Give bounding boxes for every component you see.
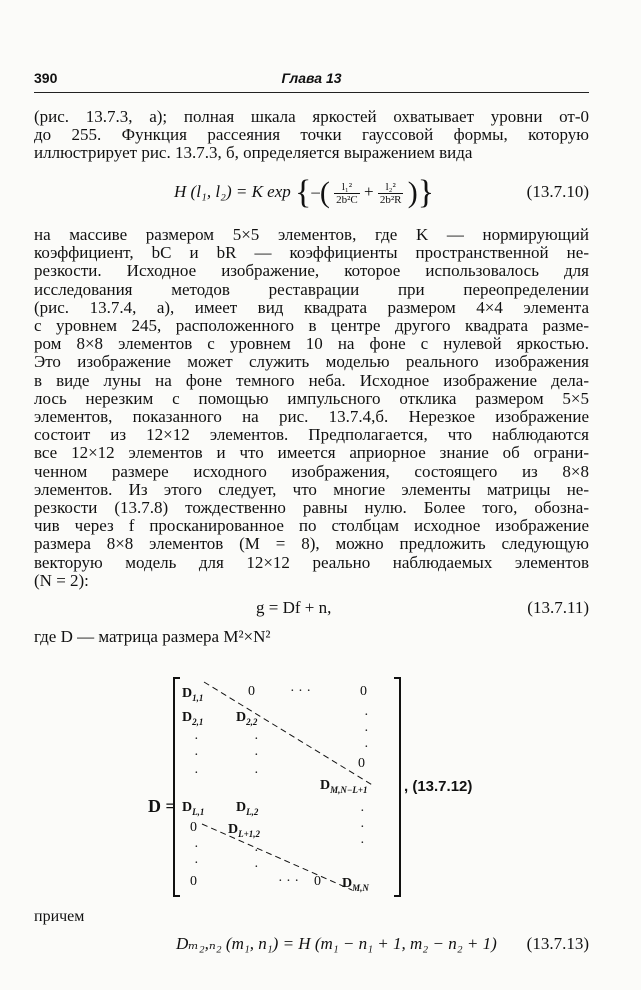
equation-body: H (l₁, l₂) = K exp {–( $\frac{\text{l₁²}}{\text{2b²C}}$ + $\frac{\text{l₂²}}{\text{2b²R}}$ )} <box>174 174 435 211</box>
text-line: ром 8×8 элементов с уровнем 10 на фоне с нулевой яркостью. <box>34 334 589 354</box>
paragraph-2 <box>34 226 589 590</box>
text-line: (рис. 13.7.3, а); полная шкала яркостей охватывает уровни от-0 <box>34 107 589 126</box>
text-line: лось нерезким с помощью импульсного отклика размером 5×5 <box>34 388 589 408</box>
right-brace: } <box>417 174 435 211</box>
vertical-dots: · · <box>254 844 259 875</box>
equation-13-7-10 <box>34 172 589 216</box>
cell-dots: · · · <box>278 874 299 889</box>
equation-number: (13.7.11) <box>527 598 589 617</box>
text-line: размера 8×8 элементов (M = 8), можно предложить следующую <box>34 534 589 554</box>
equation-body: g = Df + n, <box>256 598 332 617</box>
equation-number: , (13.7.12) <box>404 778 473 795</box>
cell-zero: 0 <box>190 874 197 889</box>
paragraph-1 <box>34 108 589 163</box>
cell-zero: 0 <box>314 874 321 889</box>
text-line: векторую модель для 12×12 реально наблюдаемых элементов <box>34 552 589 572</box>
text-line: с уровнем 245, расположенного в центре другого квадрата разме- <box>34 316 589 336</box>
chapter-title: Глава 13 <box>281 70 342 86</box>
cell-DL1: $D_{L,1}$ <box>182 800 205 817</box>
matrix-label: D = <box>148 796 176 816</box>
page-number: 390 <box>34 70 58 86</box>
text-line: все 12×12 элементов и что имеется априорное знание об ограни- <box>34 443 589 463</box>
text-line: резкости. Исходное изображение, которое использовалось для <box>34 261 589 281</box>
cell-DMN: $D_{M,N}$ <box>342 876 369 893</box>
paragraph-3 <box>34 628 589 646</box>
cell-D11: $D_{1,1}$ <box>182 686 204 703</box>
text-line: чив через f просканированное по столбцам исходное изображение <box>34 516 589 536</box>
text-line: элементов, показанного на рис. 13.7.4,б. Нерезкое изображение <box>34 407 589 427</box>
vertical-dots: · · · <box>360 804 365 851</box>
left-paren: ( <box>319 176 330 209</box>
fraction: $\frac{\text{l₂²}}{\text{2b²R}}$ <box>379 180 402 206</box>
text-line: элементов. Из этого следует, что многие элементы матрицы не- <box>34 479 589 499</box>
cell-D22: $D_{2,2}$ <box>236 710 258 727</box>
cell-D21: $D_{2,1}$ <box>182 710 204 727</box>
cell-DL12: $D_{L+1,2}$ <box>228 822 261 839</box>
cell-DMN-L1: $D_{M,N-L+1}$ <box>320 778 368 795</box>
vertical-dots: · <box>194 766 199 781</box>
block-matrix <box>172 674 402 900</box>
vertical-dots: · · <box>194 840 199 871</box>
cell-zero: 0 <box>358 756 365 771</box>
text-line: где D — матрица размера M²×N² <box>34 627 271 646</box>
text-line: на массиве размером 5×5 элементов, где K — нормирующий <box>34 225 589 244</box>
cell-zero: 0 <box>190 820 197 835</box>
text-line: ченном размере исходного изображения, состоящего из 8×8 <box>34 461 589 481</box>
equation-lhs: H (l₁, l₂) = K exp <box>174 181 291 201</box>
text-line: в виде луны на фоне темного неба. Исходное изображение дела- <box>34 370 589 390</box>
equation-13-7-11 <box>34 598 589 620</box>
right-paren: ) <box>407 176 418 209</box>
text-line: до 255. Функция рассеяния точки гауссовой формы, которую <box>34 125 589 145</box>
text-line: состоит из 12×12 элементов. Предполагается, что наблюдаются <box>34 425 589 445</box>
text-line: иллюстрирует рис. 13.7.3, б, определяется выражением вида <box>34 143 473 163</box>
text-line: резкости (13.7.8) тождественно равны нулю. Более того, обозна- <box>34 498 589 518</box>
text-line: Это изображение может служить моделью реального изображения <box>34 352 589 372</box>
text-line: (рис. 13.7.4, а), имеет вид квадрата размером 4×4 элемента <box>34 297 589 317</box>
text-line: исследования методов реставрации при переопределении <box>34 279 589 299</box>
vertical-dots: · <box>254 766 259 781</box>
cell-DL2: $D_{L,2}$ <box>236 800 259 817</box>
cell-dots: · · · <box>290 684 311 699</box>
fraction: $\frac{\text{l₁²}}{\text{2b²C}}$ <box>336 180 358 206</box>
running-header <box>34 70 589 93</box>
text-line: (N = 2): <box>34 570 89 590</box>
text-line: коэффициент, bC и bR — коэффициенты пространственной не- <box>34 243 589 263</box>
cell-zero: 0 <box>248 684 255 699</box>
equation-body: Dₘ₂,ₙ₂ (m₁, n₁) = H (m₁ − n₁ + 1, m₂ − n₂ + 1) <box>176 934 497 953</box>
vertical-dots: · · <box>194 732 199 763</box>
left-brace: { <box>295 174 312 211</box>
vertical-dots: · · <box>254 732 259 763</box>
equation-13-7-13 <box>34 934 589 956</box>
cell-zero: 0 <box>360 684 367 699</box>
equation-number: (13.7.13) <box>526 934 589 953</box>
word-prichem: причем <box>34 908 85 925</box>
equation-number: (13.7.10) <box>526 182 589 201</box>
vertical-dots: · · · <box>364 708 369 755</box>
